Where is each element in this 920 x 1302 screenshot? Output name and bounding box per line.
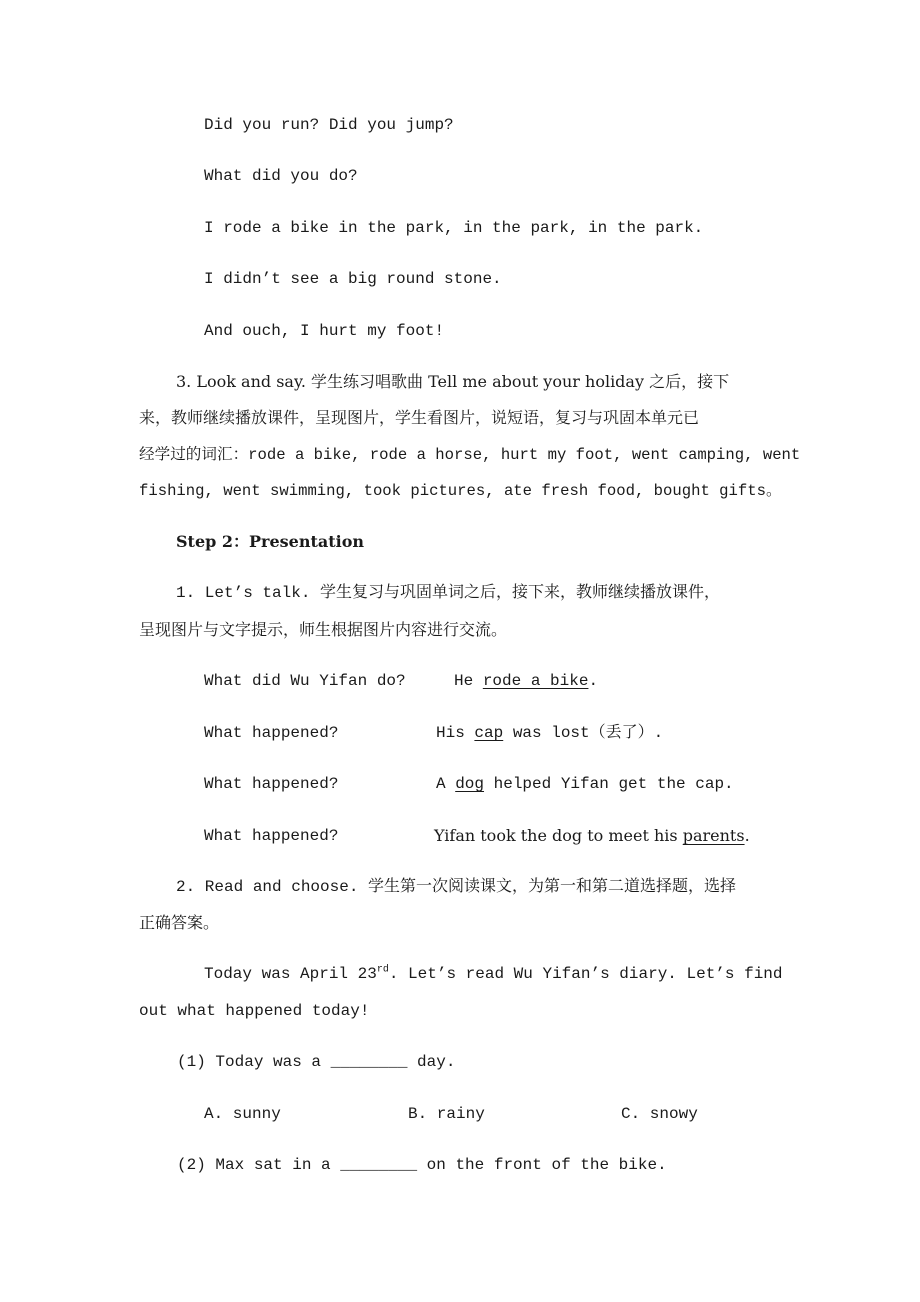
talk-question-4: What happened? bbox=[204, 827, 339, 845]
talk-answer-4: Yifan took the dog to meet his parents. bbox=[434, 826, 750, 845]
song-line-1: Did you run? Did you jump? bbox=[204, 116, 454, 134]
question-2: (2) Max sat in a ________ on the front of the bike. bbox=[177, 1156, 667, 1174]
talk-question-2: What happened? bbox=[204, 724, 339, 742]
look-and-say-line-2: 来，教师继续播放课件，呈现图片，学生看图片，说短语，复习与巩固本单元已 bbox=[139, 408, 700, 427]
question-1-option-a: A. sunny bbox=[204, 1105, 281, 1123]
lets-talk-line-1: 1. Let’s talk. 学生复习与巩固单词之后，接下来，教师继续播放课件， bbox=[176, 584, 721, 602]
answer-keyword: dog bbox=[455, 775, 485, 793]
song-line-3: I rode a bike in the park, in the park, in the park. bbox=[204, 219, 704, 237]
answer-keyword: parents bbox=[682, 826, 745, 845]
talk-answer-3: A dog helped Yifan get the cap. bbox=[436, 775, 734, 793]
look-and-say-line-1: 3. Look and say. 学生练习唱歌曲 Tell me about your holiday 之后，接下 bbox=[176, 372, 730, 391]
diary-intro-line-1: Today was April 23rd. Let’s read Wu Yifan’s diary. Let’s find bbox=[204, 964, 783, 983]
song-line-5: And ouch, I hurt my foot! bbox=[204, 322, 445, 340]
answer-keyword: cap bbox=[474, 724, 504, 742]
song-line-4: I didn’t see a big round stone. bbox=[204, 270, 502, 288]
talk-answer-2: His cap was lost（丢了）. bbox=[436, 724, 664, 742]
question-1-option-c: C. snowy bbox=[621, 1105, 698, 1123]
look-and-say-line-3: 经学过的词汇：rode a bike, rode a horse, hurt my foot, went camping, went bbox=[139, 446, 801, 464]
question-1: (1) Today was a ________ day. bbox=[177, 1053, 456, 1071]
talk-question-3: What happened? bbox=[204, 775, 339, 793]
step-2-heading: Step 2：Presentation bbox=[176, 532, 365, 551]
talk-question-1: What did Wu Yifan do? bbox=[204, 672, 406, 690]
diary-intro-line-2: out what happened today! bbox=[139, 1002, 370, 1020]
look-and-say-line-4: fishing, went swimming, took pictures, ate fresh food, bought gifts。 bbox=[139, 482, 782, 500]
answer-keyword: rode a bike bbox=[482, 672, 589, 690]
song-line-2: What did you do? bbox=[204, 167, 358, 185]
read-and-choose-line-1: 2. Read and choose. 学生第一次阅读课文，为第一和第二道选择题，选择 bbox=[176, 878, 737, 896]
lets-talk-line-2: 呈现图片与文字提示，师生根据图片内容进行交流。 bbox=[139, 620, 508, 639]
read-and-choose-line-2: 正确答案。 bbox=[139, 913, 220, 932]
question-1-option-b: B. rainy bbox=[408, 1105, 485, 1123]
talk-answer-1: He rode a bike. bbox=[454, 672, 599, 690]
